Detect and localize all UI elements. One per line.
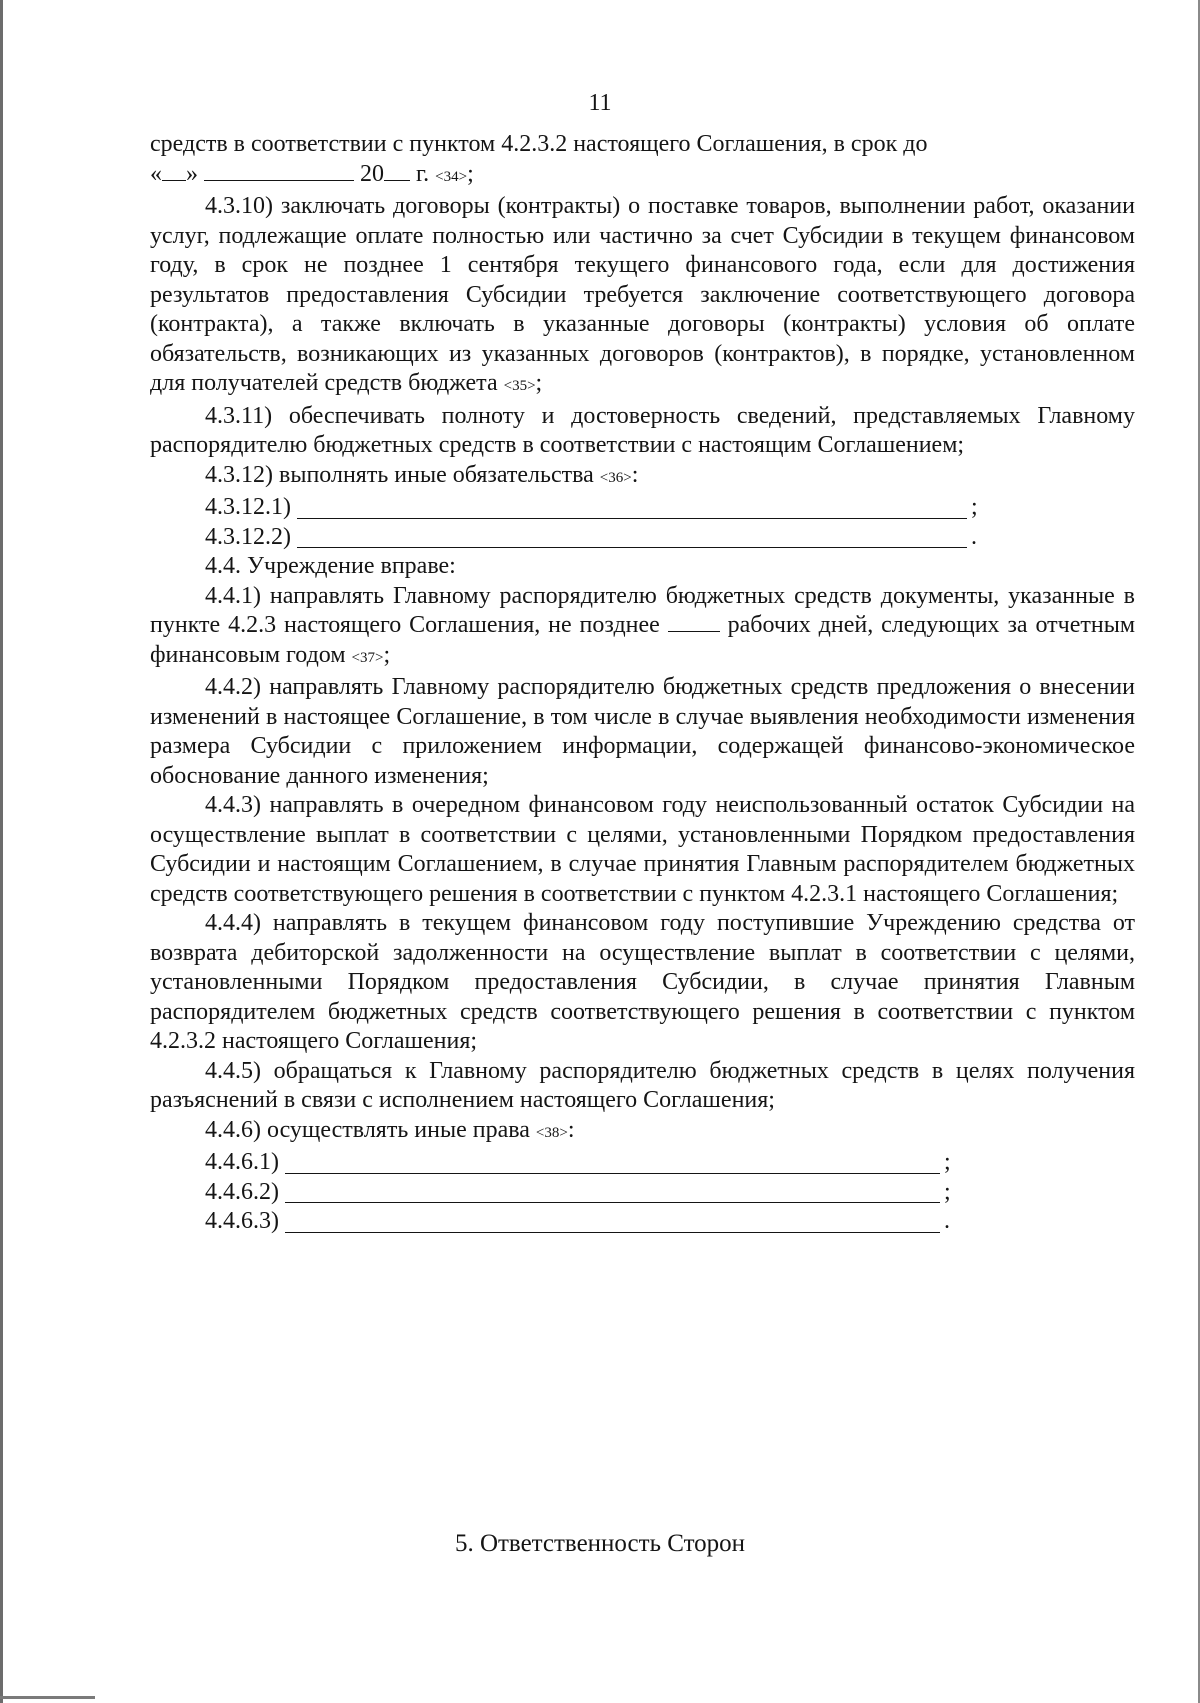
punctuation: ;	[944, 1149, 951, 1175]
clause-4-3-10	[150, 192, 1135, 402]
month-blank	[204, 160, 354, 181]
fill-line-4-4-6-2	[205, 1178, 1135, 1208]
blank-rule	[285, 1180, 940, 1203]
clause-4-4-5	[150, 1057, 1135, 1116]
text-line: средств в соответствии с пунктом 4.2.3.2 настоящего Соглашения, в срок до	[150, 131, 928, 157]
footnote-ref-34: <34>	[435, 168, 468, 185]
blank-rule	[285, 1210, 940, 1233]
fill-line-4-4-6-3	[205, 1207, 1135, 1237]
footnote-ref-38: <38>	[535, 1124, 568, 1141]
clause-4-4-2	[150, 673, 1135, 791]
punctuation: .	[971, 523, 977, 550]
clause-4-4-6	[150, 1116, 1135, 1149]
clause-text: рабочих дней, следующих за отчетным финансовым годом	[150, 612, 1136, 668]
fill-line-4-4-6-1	[205, 1148, 1135, 1178]
fill-line-4-3-12-2	[205, 523, 1135, 553]
punctuation: .	[944, 1208, 950, 1234]
clause-text: 4.3.11) обеспечивать полноту и достоверность сведений, представляемых Главному распорядителю бюджетных средств в соответствии с настоящим Соглашением;	[150, 402, 1135, 458]
clause-text: 4.4.3) направлять в очередном финансовом году неиспользованный остаток Субсидии на осуществление выплат в соответствии с целями, установленными Порядком предоставления Субсидии и настоящим Соглашением, в случае принятия Главным распорядителем бюджетных средств соответствующего решения в соответствии с пунктом 4.2.3.1 настоящего Соглашения;	[150, 792, 1135, 907]
clause-text: 4.4.2) направлять Главному распорядителю бюджетных средств предложения о внесении изменений в настоящее Соглашение, в том числе в случае выявления необходимости изменения размера Субсидии с приложением информации, содержащей финансово-экономическое обоснование данного изменения;	[150, 674, 1135, 789]
clause-number: 4.4.6.1)	[205, 1149, 279, 1175]
clause-text: 4.4.5) обращаться к Главному распорядителю бюджетных средств в целях получения разъяснений в связи с исполнением настоящего Соглашения;	[150, 1057, 1135, 1113]
clause-4-3-11	[150, 402, 1135, 461]
deadline-line	[150, 160, 1135, 193]
clause-text: 4.4.4) направлять в текущем финансовом году поступившие Учреждению средства от возврата дебиторской задолженности на осуществление выплат в соответствии с целями, установленными Порядком предоставления Субсидии, в случае принятия Главным распорядителем бюджетных средств соответствующего решения в соответствии с пунктом 4.2.3.2 настоящего Соглашения;	[150, 910, 1135, 1054]
year-blank	[384, 160, 410, 181]
clause-number: 4.3.12.2)	[205, 523, 291, 550]
year-prefix: 20	[360, 160, 384, 187]
clause-number: 4.3.12.1)	[205, 494, 291, 520]
clause-4-4	[150, 552, 1135, 582]
clause-text: 4.3.12) выполнять иные обязательства	[205, 461, 594, 488]
footnote-ref-36: <36>	[599, 469, 632, 486]
quote-close: »	[186, 160, 198, 187]
punctuation: ;	[535, 370, 543, 396]
footnote-ref-35: <35>	[503, 378, 536, 394]
punctuation: ;	[467, 160, 474, 187]
clause-number: 4.4.6.2)	[205, 1178, 279, 1205]
fill-line-4-3-12-1	[205, 493, 1135, 523]
clause-text: 4.4.1) направлять Главному распорядителю бюджетных средств документы, указанные в пункте 4.2.3 настоящего Соглашения, не позднее	[150, 582, 1135, 638]
clause-4-4-4	[150, 909, 1135, 1057]
punctuation: :	[631, 461, 639, 488]
punctuation: ;	[971, 494, 978, 520]
clause-4-4-1	[150, 582, 1135, 674]
page-number: 11	[588, 90, 612, 116]
punctuation: ;	[944, 1178, 951, 1205]
punctuation: :	[567, 1116, 575, 1143]
scan-mark	[0, 1696, 95, 1699]
clause-4-4-3	[150, 791, 1135, 909]
clause-text: 4.4. Учреждение вправе:	[205, 553, 456, 579]
blank-rule	[297, 525, 967, 548]
day-blank	[162, 160, 186, 181]
clause-number: 4.4.6.3)	[205, 1208, 279, 1234]
punctuation: ;	[383, 641, 391, 668]
footnote-ref-37: <37>	[351, 649, 384, 666]
blank-rule	[285, 1151, 940, 1174]
scan-edge-left	[0, 0, 3, 1703]
clause-text: 4.4.6) осуществлять иные права	[205, 1116, 530, 1143]
clause-4-3-12	[150, 461, 1135, 494]
quote-open: «	[150, 160, 162, 187]
document-body	[150, 130, 1135, 1237]
days-blank	[668, 611, 720, 632]
section-title: 5. Ответственность Сторон	[454, 1530, 746, 1557]
clause-text: 4.3.10) заключать договоры (контракты) о поставке товаров, выполнении работ, оказании услуг, подлежащие оплате полностью или частично за счет Субсидии в текущем финансовом году, в срок не позднее 1 сентября текущего финансового года, если для достижения результатов предоставления Субсидии требуется заключение соответствующего договора (контракта), а также включать в указанные договоры (контракты) условия об оплате обязательств, возникающих из указанных договоров (контрактов), в порядке, установленном для получателей средств бюджета	[150, 193, 1135, 396]
blank-rule	[297, 496, 967, 519]
year-suffix: г.	[416, 160, 430, 187]
paragraph-continuation	[150, 130, 1135, 160]
